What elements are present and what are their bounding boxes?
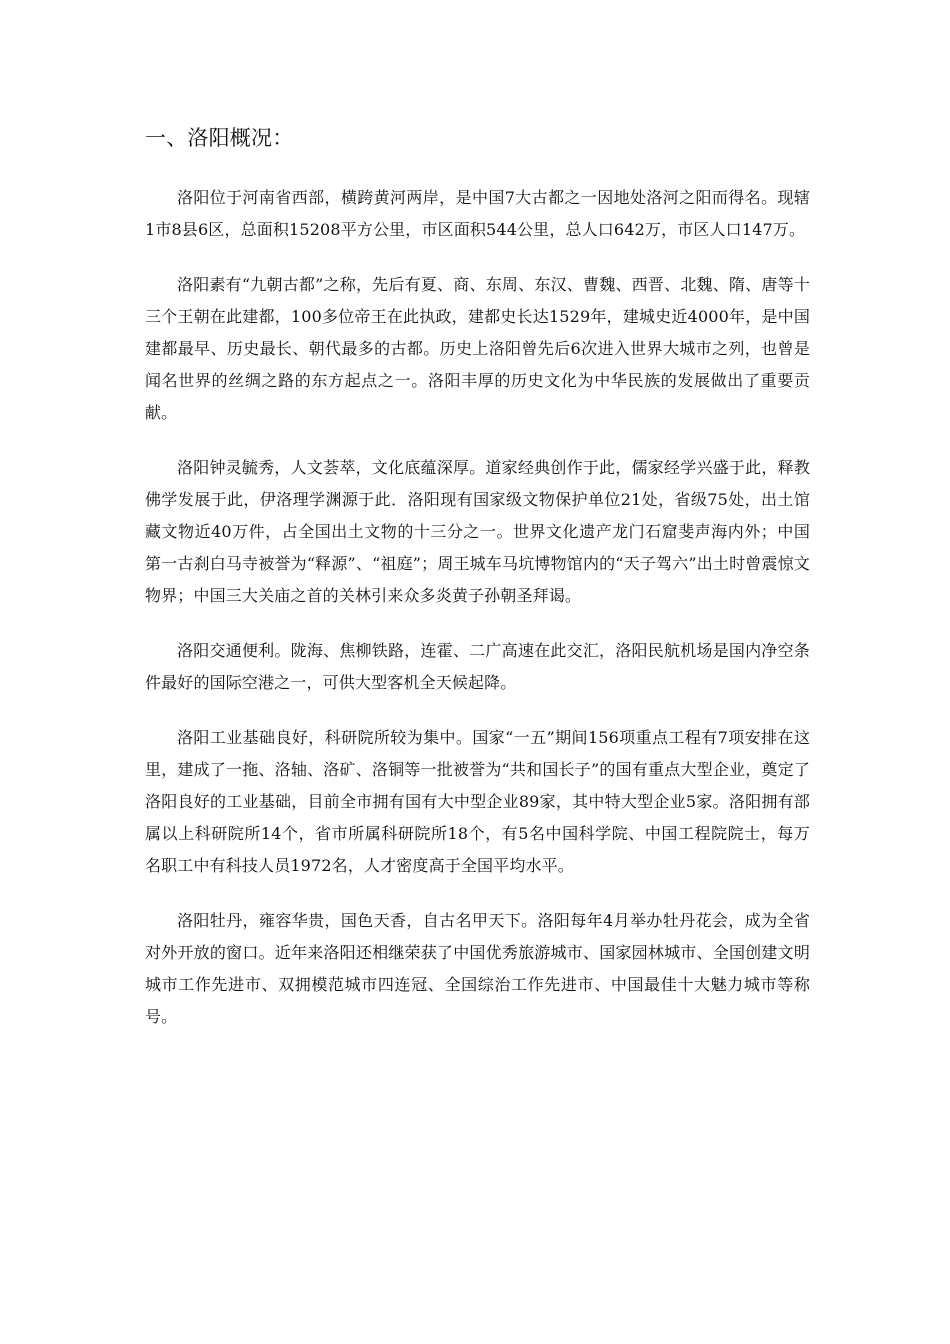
paragraph-overview: 洛阳位于河南省西部，横跨黄河两岸，是中国7大古都之一因地处洛河之阳而得名。现辖1市8县6区，总面积15208平方公里，市区面积544公里，总人口642万，市区人口147万。	[145, 188, 810, 239]
paragraph-industry: 洛阳工业基础良好，科研院所较为集中。国家“一五”期间156项重点工程有7项安排在这里，建成了一拖、洛轴、洛矿、洛铜等一批被誉为“共和国长子”的国有重点大型企业，奠定了洛阳良好的工业基础，目前全市拥有国有大中型企业89家，其中特大型企业5家。洛阳拥有部属以上科研院所14个，省市所属科研院所18个，有5名中国科学院、中国工程院院士，每万名职工中有科技人员1972名，人才密度高于全国平均水平。	[145, 728, 810, 875]
paragraph-transport: 洛阳交通便利。陇海、焦柳铁路，连霍、二广高速在此交汇，洛阳民航机场是国内净空条件最好的国际空港之一，可供大型客机全天候起降。	[145, 641, 810, 692]
paragraph-history: 洛阳素有“九朝古都”之称，先后有夏、商、东周、东汉、曹魏、西晋、北魏、隋、唐等十三个王朝在此建都，100多位帝王在此执政，建都史长达1529年，建城史近4000年，是中国建都最早、历史最长、朝代最多的古都。历史上洛阳曾先后6次进入世界大城市之列，也曾是闻名世界的丝绸之路的东方起点之一。洛阳丰厚的历史文化为中华民族的发展做出了重要贡献。	[145, 275, 810, 422]
document-body	[145, 122, 810, 1056]
paragraph-culture: 洛阳钟灵毓秀，人文荟萃，文化底蕴深厚。道家经典创作于此，儒家经学兴盛于此，释教佛学发展于此，伊洛理学渊源于此．洛阳现有国家级文物保护单位21处，省级75处，出土馆藏文物近40万件，占全国出土文物的十三分之一。世界文化遗产龙门石窟斐声海内外；中国第一古刹白马寺被誉为“释源”、“祖庭”；周王城车马坑博物馆内的“天子驾六”出土时曾震惊文物界；中国三大关庙之首的关林引来众多炎黄子孙朝圣拜谒。	[145, 458, 810, 605]
paragraph-peony: 洛阳牡丹，雍容华贵，国色天香，自古名甲天下。洛阳每年4月举办牡丹花会，成为全省对外开放的窗口。近年来洛阳还相继荣获了中国优秀旅游城市、国家园林城市、全国创建文明城市工作先进市、双拥模范城市四连冠、全国综治工作先进市、中国最佳十大魅力城市等称号。	[145, 911, 810, 1026]
section-heading: 一、洛阳概况：	[145, 126, 294, 150]
